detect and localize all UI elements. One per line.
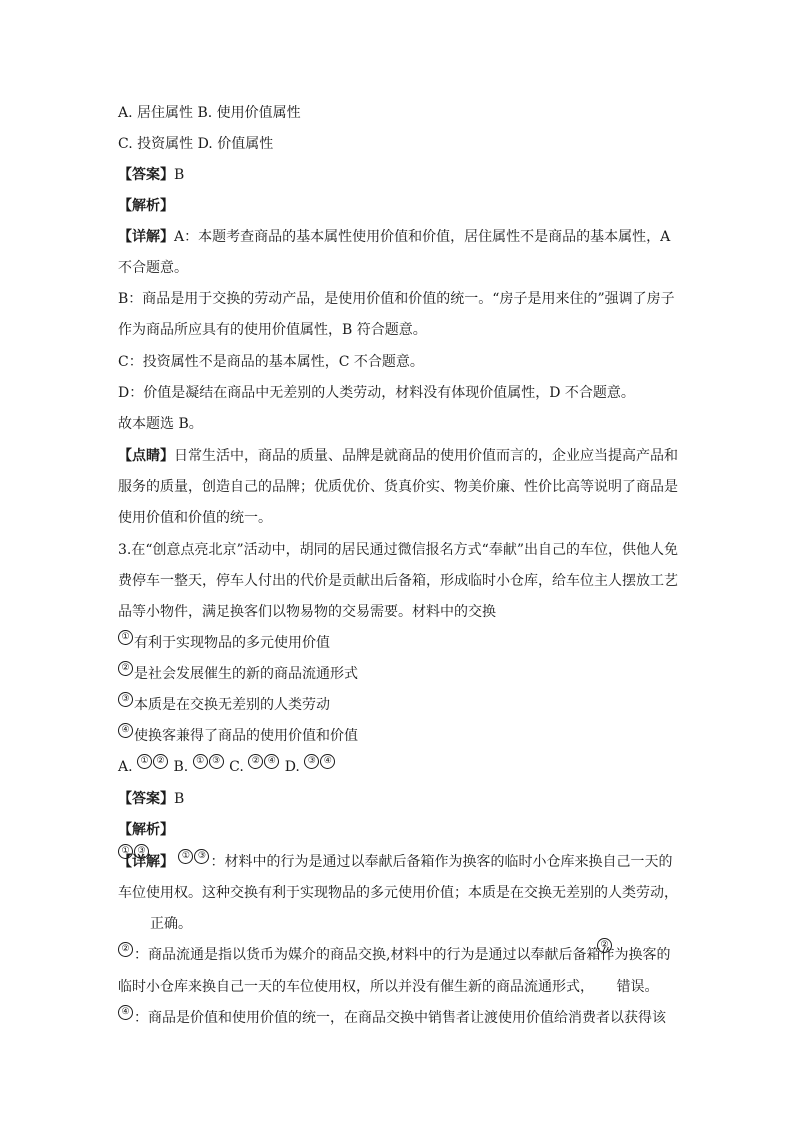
q2-pointer-label: 【点睛】 [118,448,174,464]
q3-choice-d: D. [284,759,300,775]
q3-stem-1: 3.在“创意点亮北京”活动中，胡同的居民通过微信报名方式“奉献”出自己的车位，供他人免 [118,542,678,558]
q3-detail-2-text: ：商品流通是指以货币为媒介的商品交换,材料中的行为是通过以奉献后备箱作为换客的 [134,947,671,963]
q2-option-c: C. 投资属性 [118,136,194,152]
circled-number-1: ① [137,754,152,769]
q3-statement-3 [118,693,330,714]
q3-detail-13-line-1 [118,850,673,871]
q2-answer-value: B [174,167,185,183]
circled-number-2: ② [597,938,612,953]
q2-option-d: D. 价值属性 [197,136,274,152]
q3-item-3: 本质是在交换无差别的人类劳动 [134,697,330,713]
circled-number-3: ③ [118,692,133,707]
q2-detail-a1: A：本题考查商品的基本属性使用价值和价值，居住属性不是商品的基本属性，A [174,229,671,245]
q3-detail-4-text: ：商品是价值和使用价值的统一，在商品交换中销售者让渡使用价值给消费者以获得该 [134,1010,666,1026]
q3-detail-label: 【详解】 [118,854,174,870]
q3-stem-2: 费停车一整天，停车人付出的代价是贡献出后备箱，形成临时小仓库，给车位主人摆放工艺 [118,573,678,589]
q3-answer-label: 【答案】 [118,791,174,807]
q2-pointer-2: 服务的质量，创造自己的品牌；优质优价、货真价实、物美价廉、性价比高等说明了商品是 [118,479,678,495]
q3-item-1: 有利于实现物品的多元使用价值 [134,635,330,651]
q2-answer [118,166,184,184]
q3-answer [118,790,184,808]
q3-detail-13-2: 车位使用权。这种交换有利于实现物品的多元使用价值；本质是在交换无差别的人类劳动， [118,885,678,901]
q2-pointer-3: 使用价值和价值的统一。 [118,510,272,526]
q3-item-4: 使换客兼得了商品的使用价值和价值 [134,728,358,744]
q3-statement-4 [118,724,358,745]
q3-detail-2-line-2 [118,978,658,996]
circled-number-2: ② [153,754,168,769]
q3-detail-4-line-1 [118,1006,666,1027]
q2-detail-b1: B：商品是用于交换的劳动产品，是使用价值和价值的统一。“房子是用来住的”强调了房子 [118,291,675,307]
q3-choice-c: C. [229,759,244,775]
q3-choice-a: A. [118,759,133,775]
circled-number-3: ③ [209,754,224,769]
q2-option-a: A. 居住属性 [118,105,194,121]
q2-pointer-1: 日常生活中，商品的质量、品牌是就商品的使用价值而言的，企业应当提高产品和 [174,448,678,464]
q2-analysis-label: 【解析】 [118,198,174,214]
q3-detail-2-line-1 [118,943,671,964]
circled-number-1: ① [118,630,133,645]
q2-options-row-2 [118,135,273,153]
circled-number-1: ① [178,849,193,864]
floating-circled-2 [597,937,613,953]
q2-answer-label: 【答案】 [118,167,174,183]
q2-detail-a2: 不合题意。 [118,260,188,276]
q2-detail-label: 【详解】 [118,229,174,245]
q3-detail-2-wrong: 错误。 [616,979,659,995]
q3-choice-b: B. [173,759,189,775]
q3-answer-value: B [174,791,185,807]
q3-detail-13-3: 正确。 [150,916,192,932]
circled-number-4: ④ [118,1005,133,1020]
q2-conclusion: 故本题选 B。 [118,416,203,432]
q3-detail-13-text: ：材料中的行为是通过以奉献后备箱作为换客的临时小仓库来换自己一天的 [210,854,673,870]
q3-statement-2 [118,662,358,683]
circled-number-4: ④ [118,723,133,738]
circled-number-2: ② [248,754,263,769]
q2-pointer-line-1 [118,447,678,465]
circled-number-2: ② [118,661,133,676]
q3-item-2: 是社会发展催生的新的商品流通形式 [134,666,358,682]
circled-number-3: ③ [194,849,209,864]
q2-detail-a-line-1 [118,228,670,246]
q3-stem-3: 品等小物件，满足换客们以物易物的交易需要。材料中的交换 [118,604,496,620]
q2-detail-b2: 作为商品所应具有的使用价值属性，B 符合题意。 [118,322,427,338]
q3-choices [118,755,336,776]
q2-option-b: B. 使用价值属性 [197,105,301,121]
q2-options-row-1 [118,104,301,122]
circled-number-3: ③ [304,754,319,769]
q3-statement-1 [118,631,330,652]
q2-detail-c: C：投资属性不是商品的基本属性，C 不合题意。 [118,354,424,370]
q2-detail-d: D：价值是凝结在商品中无差别的人类劳动，材料没有体现价值属性，D 不合题意。 [118,385,635,401]
circled-number-4: ④ [320,754,335,769]
circled-number-1: ① [118,844,133,859]
q3-detail-2-2: 临时小仓库来换自己一天的车位使用权，所以并没有催生新的商品流通形式， [118,979,594,995]
q3-analysis-label: 【解析】 [118,822,174,838]
circled-number-3: ③ [134,844,149,859]
circled-number-2: ② [118,942,133,957]
circled-number-1: ① [193,754,208,769]
circled-number-4: ④ [264,754,279,769]
